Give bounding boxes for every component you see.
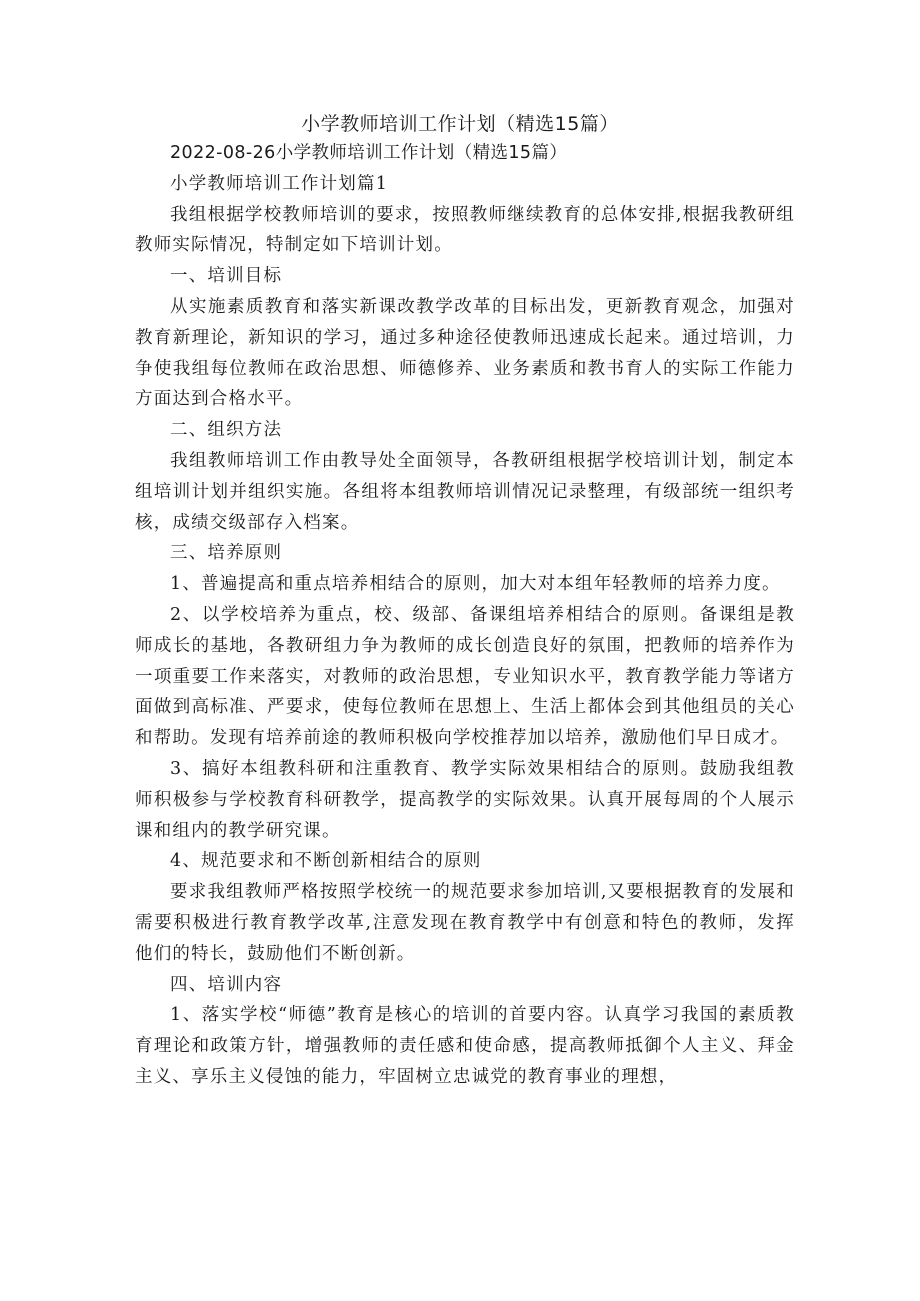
paragraph-principle-4-body: 要求我组教师严格按照学校统一的规范要求参加培训,又要根据教育的发展和需要积极进行教育教学改革,注意发现在教育教学中有创意和特色的教师，发挥他们的特长，鼓励他们不断创新。 (135, 882, 795, 964)
date-subtitle: 2022-08-26小学教师培训工作计划（精选15篇） (170, 143, 568, 163)
heading-training-goals: 一、培训目标 (170, 266, 283, 287)
paragraph-content-1: 1、落实学校“师德”教育是核心的培训的首要内容。认真学习我国的素质教育理论和政策方针，增强教师的责任感和使命感，提高教师抵御个人主义、拜金主义、享乐主义侵蚀的能力，牢固树立忠诚党的教育事业的理想， (135, 1005, 795, 1087)
document-title: 小学教师培训工作计划（精选15篇） (301, 113, 619, 135)
heading-organization-method: 二、组织方法 (170, 420, 283, 441)
paragraph-principle-4-heading: 4、规范要求和不断创新相结合的原则 (170, 851, 482, 872)
paragraph-principle-2: 2、以学校培养为重点，校、级部、备课组培养相结合的原则。备课组是教师成长的基地，各教研组力争为教师的成长创造良好的氛围，把教师的培养作为一项重要工作来落实，对教师的政治思想，专业知识水平，教育教学能力等诸方面做到高标准、严要求，使每位教师在思想上、生活上都体会到其他组员的关心和帮助。发现有培养前途的教师积极向学校推荐加以培养，激励他们早日成才。 (135, 604, 795, 749)
heading-training-content: 四、培训内容 (170, 974, 283, 995)
section-heading-article-1: 小学教师培训工作计划篇1 (170, 173, 389, 194)
paragraph-principle-3: 3、搞好本组教科研和注重教育、教学实际效果相结合的原则。鼓励我组教师积极参与学校教育科研教学，提高教学的实际效果。认真开展每周的个人展示课和组内的教学研究课。 (135, 758, 795, 841)
paragraph-intro: 我组根据学校教师培训的要求，按照教师继续教育的总体安排,根据我教研组教师实际情况，特制定如下培训计划。 (135, 204, 795, 256)
heading-training-principles: 三、培养原则 (170, 543, 283, 564)
paragraph-principle-1: 1、普遍提高和重点培养相结合的原则，加大对本组年轻教师的培养力度。 (170, 574, 781, 595)
document-body (135, 138, 795, 1093)
paragraph-organization-method: 我组教师培训工作由教导处全面领导，各教研组根据学校培训计划，制定本组培训计划并组织实施。各组将本组教师培训情况记录整理，有级部统一组织考核，成绩交级部存入档案。 (135, 450, 795, 533)
paragraph-training-goals: 从实施素质教育和落实新课改教学改革的目标出发，更新教育观念，加强对教育新理论，新知识的学习，通过多种途径使教师迅速成长起来。通过培训，力争使我组每位教师在政治思想、师德修养、业务素质和教书育人的实际工作能力方面达到合格水平。 (135, 296, 795, 410)
